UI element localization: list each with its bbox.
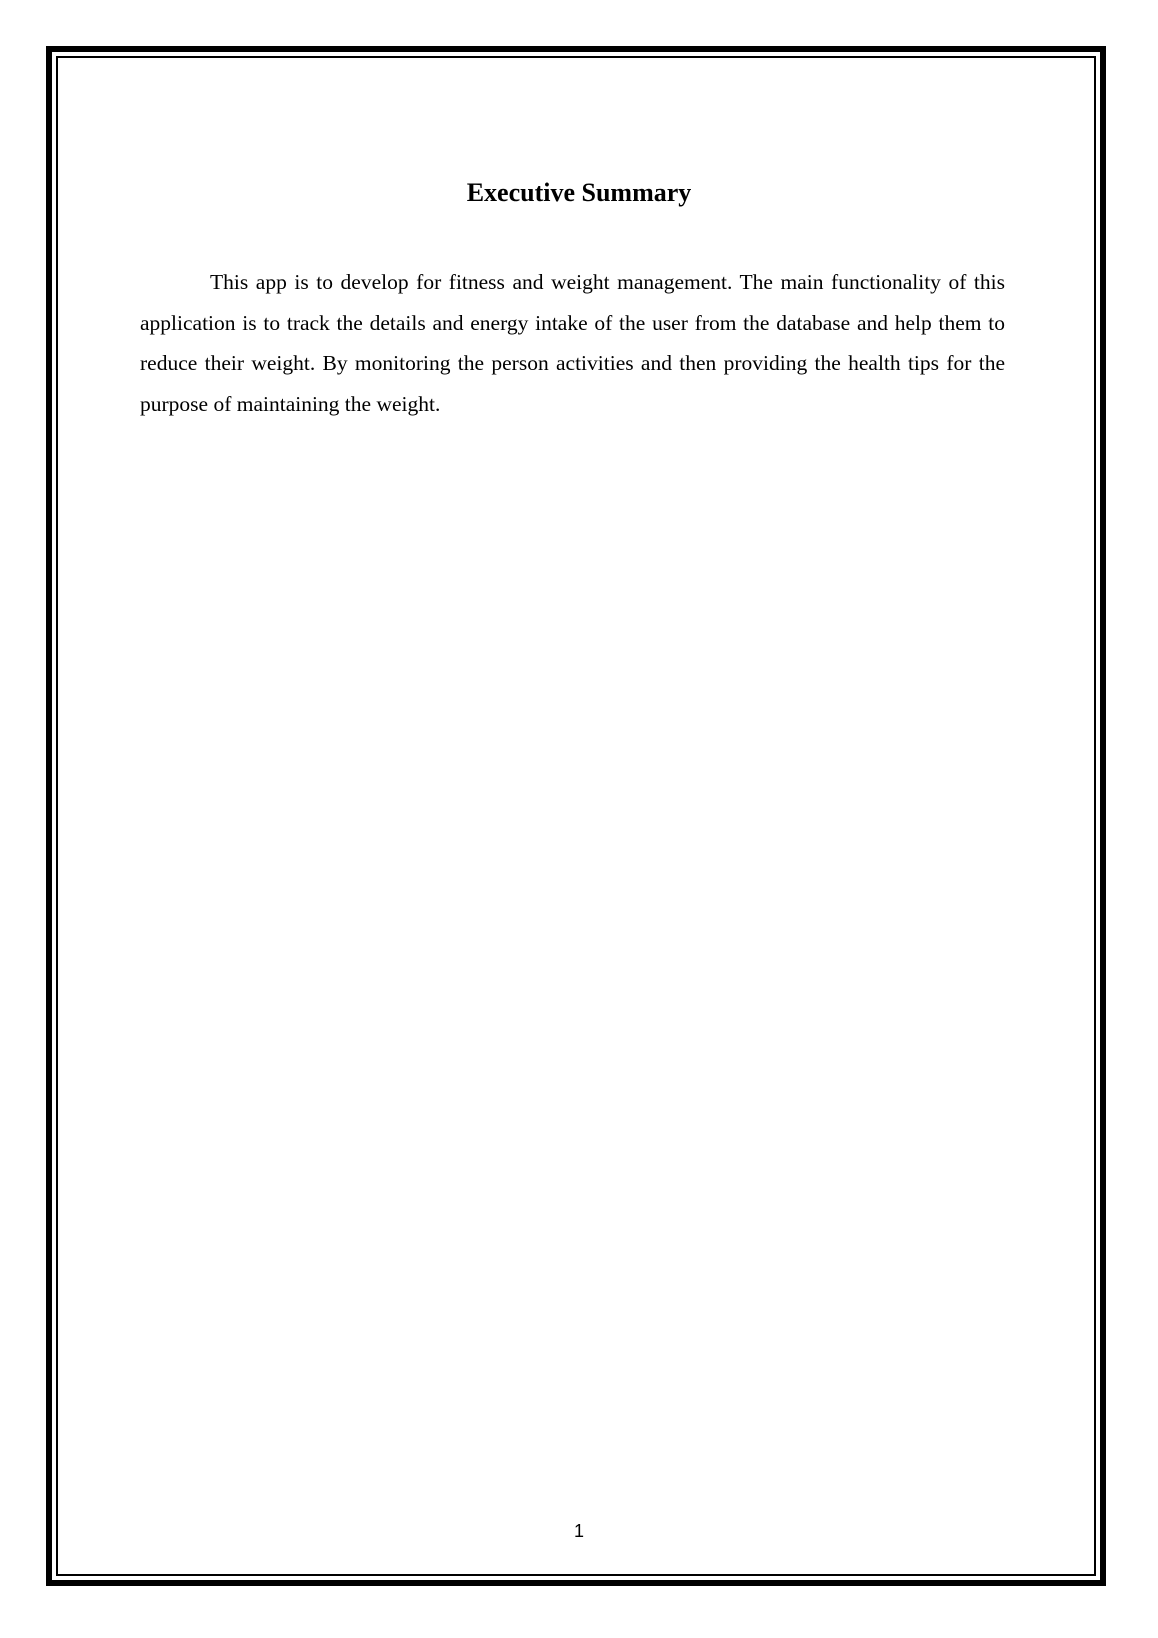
section-heading: Executive Summary [466,178,692,207]
summary-paragraph: This app is to develop for fitness and weight management. The main functionality of this application is to track the details and energy intake of the user from the database and help them to reduce their weight. By monitoring the person activities and then providing the health tips for the purpose of maintaining the weight. [140,270,1005,416]
page-number: 1 [573,1521,584,1541]
